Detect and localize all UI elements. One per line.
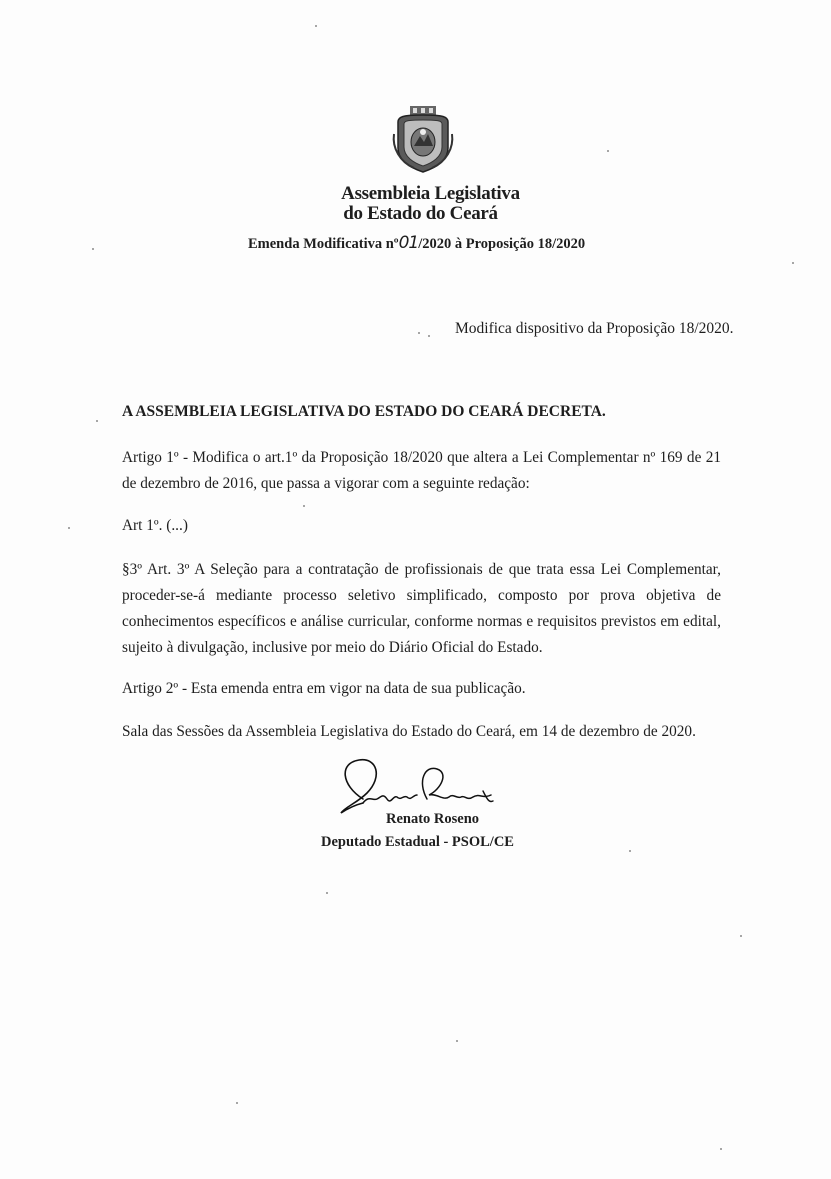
scan-speck <box>92 248 94 250</box>
scan-speck <box>740 935 742 937</box>
signer-role: Deputado Estadual - PSOL/CE <box>321 834 514 850</box>
article-1-continuation: Art 1º. (...) <box>122 517 188 534</box>
scan-speck <box>792 262 794 264</box>
amendment-number: 01 <box>398 233 419 253</box>
amendment-prefix: Emenda Modificativa nº <box>248 236 399 252</box>
scan-speck <box>456 1040 458 1042</box>
article-1: Artigo 1º - Modifica o art.1º da Proposição 18/2020 que altera a Lei Complementar nº 169 de 21 de dezembro de 2016, que passa a vigorar com a seguinte redação: <box>122 449 721 492</box>
scan-speck <box>428 335 430 337</box>
paragraph-3: §3º Art. 3º A Seleção para a contratação de profissionais de que trata essa Lei Complementar, proceder-se-á mediante processo seletivo simplificado, composto por prova objetiva de conhecimentos específicos e análise curricular, conforme normas e requisitos previstos em edital, sujeito à divulgação, inclusive por meio do Diário Oficial do Estado. <box>122 561 721 656</box>
decree-heading: A ASSEMBLEIA LEGISLATIVA DO ESTADO DO CEARÁ DECRETA. <box>122 403 606 420</box>
scan-speck <box>236 1102 238 1104</box>
scan-speck <box>418 332 420 334</box>
scan-speck <box>607 150 609 152</box>
scan-speck <box>629 850 631 852</box>
scan-speck <box>315 25 317 27</box>
article-2: Artigo 2º - Esta emenda entra em vigor na data de sua publicação. <box>122 680 526 697</box>
scan-speck <box>96 420 98 422</box>
amendment-title <box>248 233 585 253</box>
signer-name: Renato Roseno <box>386 811 480 827</box>
scan-speck <box>303 505 305 507</box>
scan-speck <box>720 1148 722 1150</box>
institution-state: do Estado do Ceará <box>343 203 498 224</box>
scan-speck <box>326 892 328 894</box>
ementa: Modifica dispositivo da Proposição 18/2020. <box>455 320 734 337</box>
amendment-suffix: /2020 à Proposição 18/2020 <box>418 236 586 252</box>
scan-speck <box>68 527 70 529</box>
state-coat-of-arms-icon <box>390 104 456 174</box>
session-date-line: Sala das Sessões da Assembleia Legislativa do Estado do Ceará, em 14 de dezembro de 2020. <box>122 723 696 740</box>
institution-name: Assembleia Legislativa <box>341 183 520 204</box>
